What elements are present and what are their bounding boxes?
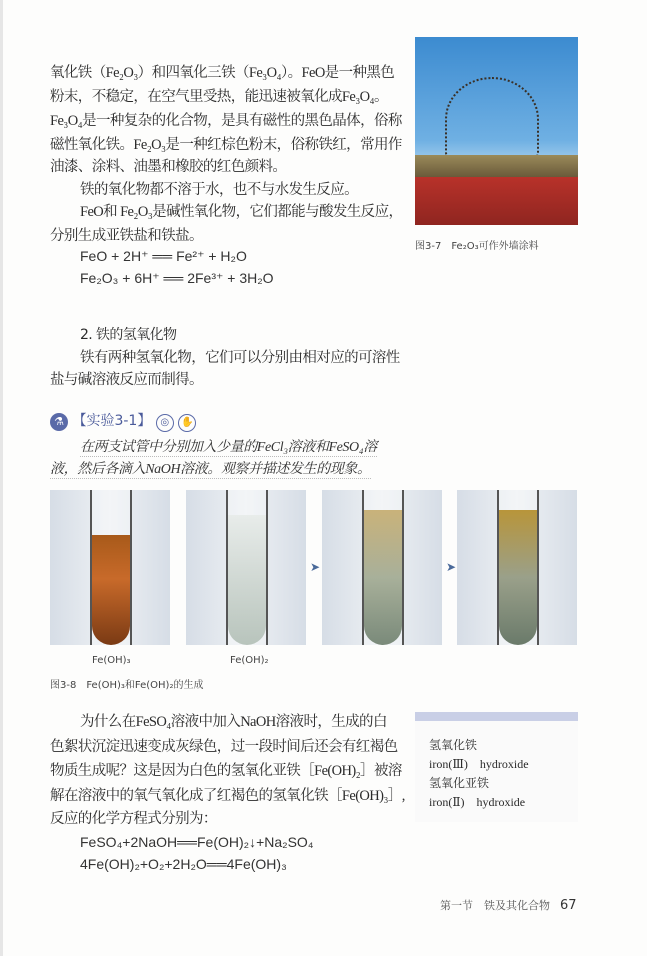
text-line: 磁性氧化铁。Fe₂O₃是一种红棕色粉末，俗称铁红，常用作 [50,137,402,153]
page-number: 67 [560,898,577,913]
flask-icon: ⚗ [50,413,68,431]
text-line: 为什么在FeSO₄溶液中加入NaOH溶液时，生成的白 [80,714,387,730]
vocabulary-sidebox [415,712,578,822]
safety-goggles-icon: ◎ [156,414,174,432]
hand-icon: ✋ [178,414,196,432]
vocab-term: 氢氧化亚铁 [429,776,490,790]
text-line: 铁的氧化物都不溶于水，也不与水发生反应。 [80,182,358,198]
arrow-icon: ➤ [310,560,321,574]
experiment-text: 液，然后各滴入NaOH溶液。观察并描述发生的现象。 [50,458,371,479]
text-line: 粉末，不稳定，在空气里受热，能迅速被氧化成Fe₃O₄。 [50,89,388,105]
equation: FeO + 2H⁺ ══ Fe²⁺ + H₂O [80,248,247,264]
text-line: 分别生成亚铁盐和铁盐。 [50,228,203,244]
test-tube-fe-oh-3 [50,490,170,645]
equation: FeSO₄+2NaOH══Fe(OH)₂↓+Na₂SO₄ [80,834,314,850]
vocab-term: iron(Ⅲ) hydroxide [429,757,529,771]
red-wall-image [415,177,578,225]
page-edge [0,0,3,956]
tube-label: Fe(OH)₂ [230,655,269,666]
figure-3-8-caption: 图3-8 Fe(OH)₃和Fe(OH)₂的生成 [50,680,204,691]
page-footer [440,897,577,913]
section-heading: 2. 铁的氢氧化物 [80,327,177,343]
figure-3-7-caption: 图3-7 Fe₂O₃可作外墙涂料 [415,241,539,252]
vocab-term: iron(Ⅱ) hydroxide [429,795,526,809]
text-line: 盐与碱溶液反应而制得。 [50,372,203,388]
test-tube-fe-oh-2 [186,490,306,645]
arrow-icon: ➤ [446,560,457,574]
experiment-header [50,410,196,432]
text-line: 色絮状沉淀迅速变成灰绿色，过一段时间后还会有红褐色 [50,739,398,755]
text-line: Fe₃O₄是一种复杂的化合物，是具有磁性的黑色晶体，俗称 [50,113,402,129]
text-line: 物质生成呢？这是因为白色的氢氧化亚铁［Fe(OH)₂］被溶 [50,763,402,779]
footer-section: 第一节 铁及其化合物 [440,900,550,912]
tree-image [445,77,539,161]
experiment-title: 【实验3-1】 [72,413,152,429]
text-line: 铁有两种氢氧化物，它们可以分别由相对应的可溶性 [80,350,400,366]
text-line: 解在溶液中的氧气氧化成了红褐色的氢氧化铁［Fe(OH)₃］, [50,788,405,804]
figure-3-7-photo [415,37,578,225]
text-line: 油漆、涂料、油墨和橡胶的红色颜料。 [50,159,287,175]
equation: 4Fe(OH)₂+O₂+2H₂O══4Fe(OH)₃ [80,856,287,872]
text-line: 氧化铁（Fe₂O₃）和四氧化三铁（Fe₃O₄）。FeO是一种黑色 [50,65,395,81]
roof-image [415,155,578,177]
tube-label: Fe(OH)₃ [92,655,131,666]
equation: Fe₂O₃ + 6H⁺ ══ 2Fe³⁺ + 3H₂O [80,270,274,286]
vocab-term: 氢氧化铁 [429,738,478,752]
text-line: FeO和 Fe₂O₃是碱性氧化物，它们都能与酸发生反应， [80,204,403,220]
text-line: 反应的化学方程式分别为： [50,811,217,827]
experiment-text: 在两支试管中分别加入少量的FeCl₃溶液和FeSO₄溶 [80,436,377,457]
test-tube-stage-3 [457,490,577,645]
test-tube-stage-2 [322,490,442,645]
sidebox-header-bar [415,712,578,721]
